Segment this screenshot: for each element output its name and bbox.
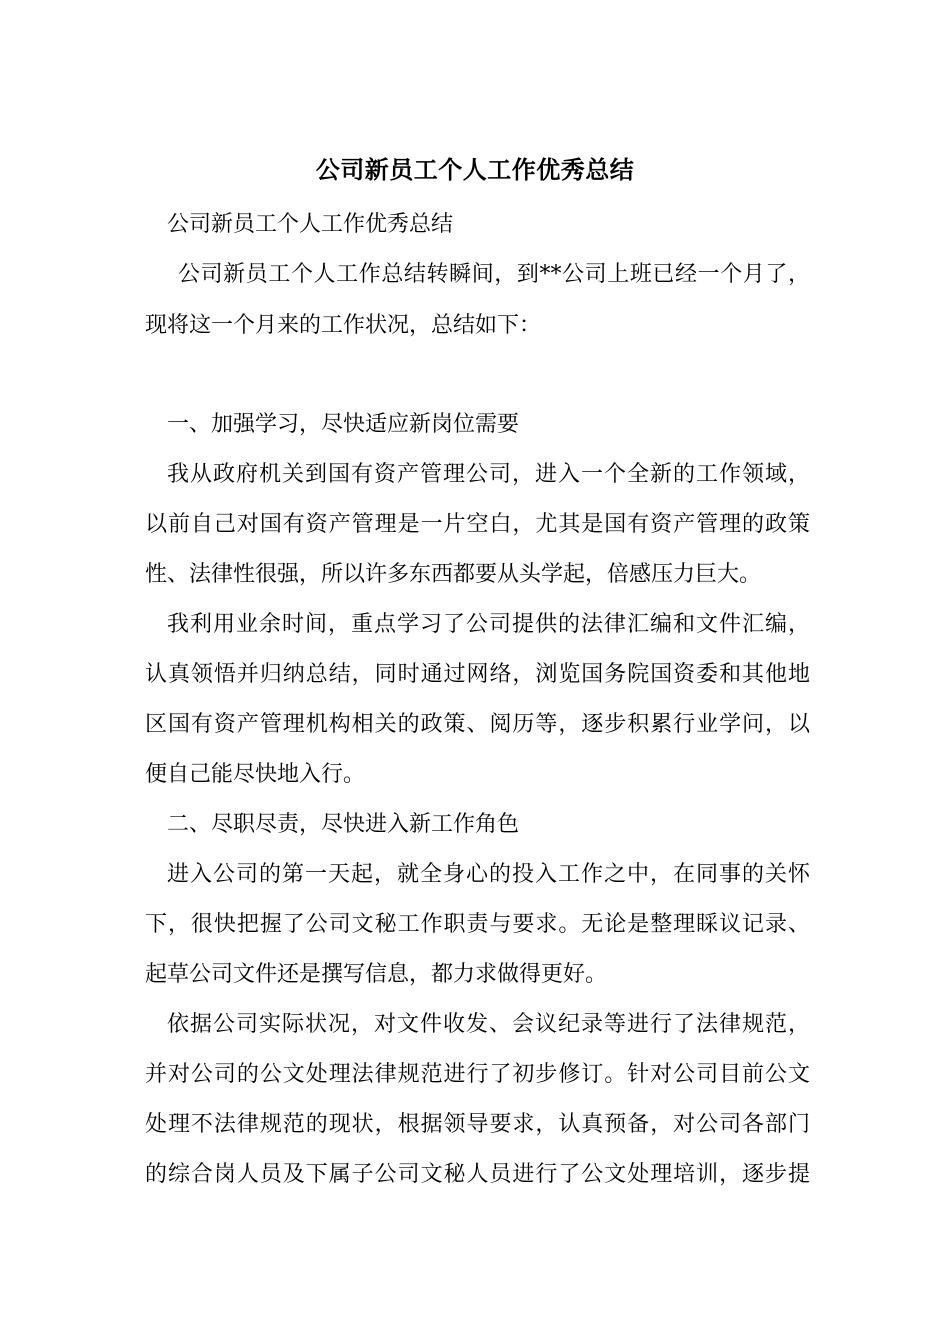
paragraph-line: 我从政府机关到国有资产管理公司，进入一个全新的工作领域， xyxy=(167,462,810,487)
paragraph-line: 公司新员工个人工作总结转瞬间，到**公司上班已经一个月了， xyxy=(178,262,810,287)
paragraph-line: 现将这一个月来的工作状况，总结如下： xyxy=(145,313,542,338)
paragraph-line: 区国有资产管理机构相关的政策、阅历等，逐步积累行业学问，以 xyxy=(145,712,810,737)
section-heading: 一、加强学习，尽快适应新岗位需要 xyxy=(167,412,520,437)
paragraph-line: 下，很快把握了公司文秘工作职责与要求。无论是整理睬议记录、 xyxy=(145,912,810,937)
paragraph-line: 并对公司的公文处理法律规范进行了初步修订。针对公司目前公文 xyxy=(145,1062,810,1087)
document-subtitle: 公司新员工个人工作优秀总结 xyxy=(167,212,454,237)
paragraph-line: 起草公司文件还是撰写信息，都力求做得更好。 xyxy=(145,962,608,987)
paragraph-line: 进入公司的第一天起，就全身心的投入工作之中，在同事的关怀 xyxy=(167,862,810,887)
paragraph-line: 以前自己对国有资产管理是一片空白，尤其是国有资产管理的政策 xyxy=(145,512,810,537)
paragraph-line: 的综合岗人员及下属子公司文秘人员进行了公文处理培训，逐步提 xyxy=(145,1162,810,1187)
paragraph-line: 依据公司实际状况，对文件收发、会议纪录等进行了法律规范， xyxy=(167,1012,810,1037)
document-title: 公司新员工个人工作优秀总结 xyxy=(315,155,635,184)
paragraph-line: 性、法律性很强，所以许多东西都要从头学起，倍感压力巨大。 xyxy=(145,562,762,587)
paragraph-line: 我利用业余时间，重点学习了公司提供的法律汇编和文件汇编， xyxy=(167,612,810,637)
paragraph-line: 认真领悟并归纳总结，同时通过网络，浏览国务院国资委和其他地 xyxy=(145,662,810,687)
paragraph-line: 便自己能尽快地入行。 xyxy=(145,762,366,787)
paragraph-line: 处理不法律规范的现状，根据领导要求，认真预备，对公司各部门 xyxy=(145,1112,810,1137)
section-heading: 二、尽职尽责，尽快进入新工作角色 xyxy=(167,812,520,837)
